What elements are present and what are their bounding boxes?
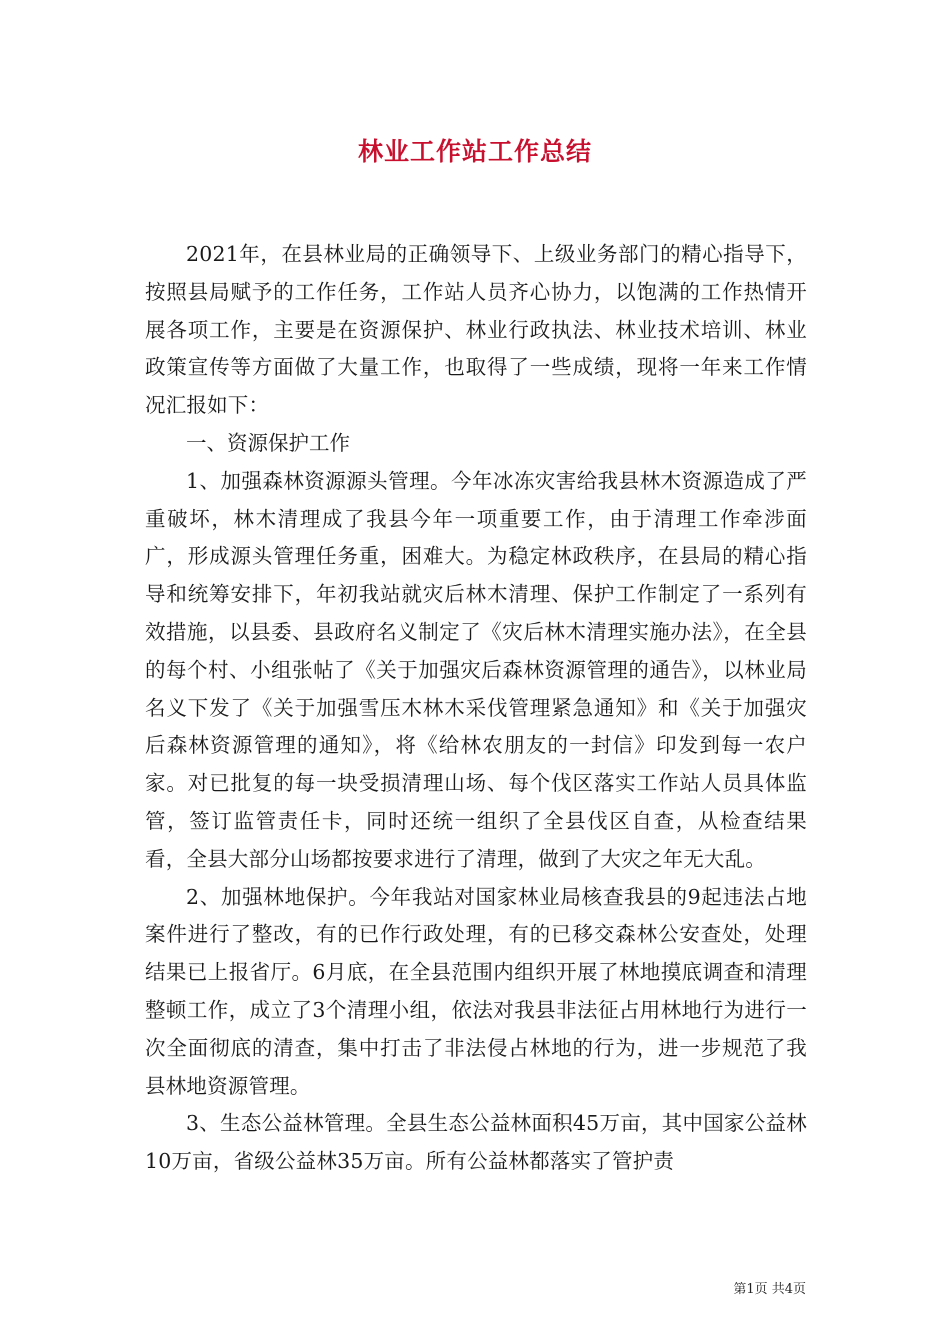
paragraph-forest-land-protection: 2、加强林地保护。今年我站对国家林业局核查我县的9起违法占地案件进行了整改，有的已作行政处理，有的已移交森林公安查处，处理结果已上报省厅。6月底，在全县范围内组织开展了林地摸底调查和清理整顿工作，成立了3个清理小组，依法对我县非法征占用林地行为进行一次全面彻底的清查，集中打击了非法侵占林地的行为，进一步规范了我县林地资源管理。	[145, 884, 807, 1098]
document-body	[145, 236, 807, 1181]
document-title: 林业工作站工作总结	[357, 137, 592, 166]
section-heading-resource-protection: 一、资源保护工作	[186, 430, 350, 455]
page-number: 第1页 共4页	[733, 1282, 806, 1297]
paragraph-intro: 2021年，在县林业局的正确领导下、上级业务部门的精心指导下，按照县局赋予的工作任务，工作站人员齐心协力，以饱满的工作热情开展各项工作，主要是在资源保护、林业行政执法、林业技术培训、林业政策宣传等方面做了大量工作，也取得了一些成绩，现将一年来工作情况汇报如下：	[145, 242, 807, 418]
paragraph-source-management: 1、加强森林资源源头管理。今年冰冻灾害给我县林木资源造成了严重破坏，林木清理成了我县今年一项重要工作，由于清理工作牵涉面广，形成源头管理任务重，困难大。为稳定林政秩序，在县局的精心指导和统筹安排下，年初我站就灾后林木清理、保护工作制定了一系列有效措施，以县委、县政府名义制定了《灾后林木清理实施办法》，在全县的每个村、小组张帖了《关于加强灾后森林资源管理的通告》，以林业局名义下发了《关于加强雪压木林木采伐管理紧急通知》和《关于加强灾后森林资源管理的通知》，将《给林农朋友的一封信》印发到每一农户家。对已批复的每一块受损清理山场、每个伐区落实工作站人员具体监管，签订监管责任卡，同时还统一组织了全县伐区自查，从检查结果看，全县大部分山场都按要求进行了清理，做到了大灾之年无大乱。	[145, 468, 807, 871]
paragraph-ecological-forest: 3、生态公益林管理。全县生态公益林面积45万亩，其中国家公益林10万亩，省级公益林35万亩。所有公益林都落实了管护责	[145, 1111, 807, 1174]
